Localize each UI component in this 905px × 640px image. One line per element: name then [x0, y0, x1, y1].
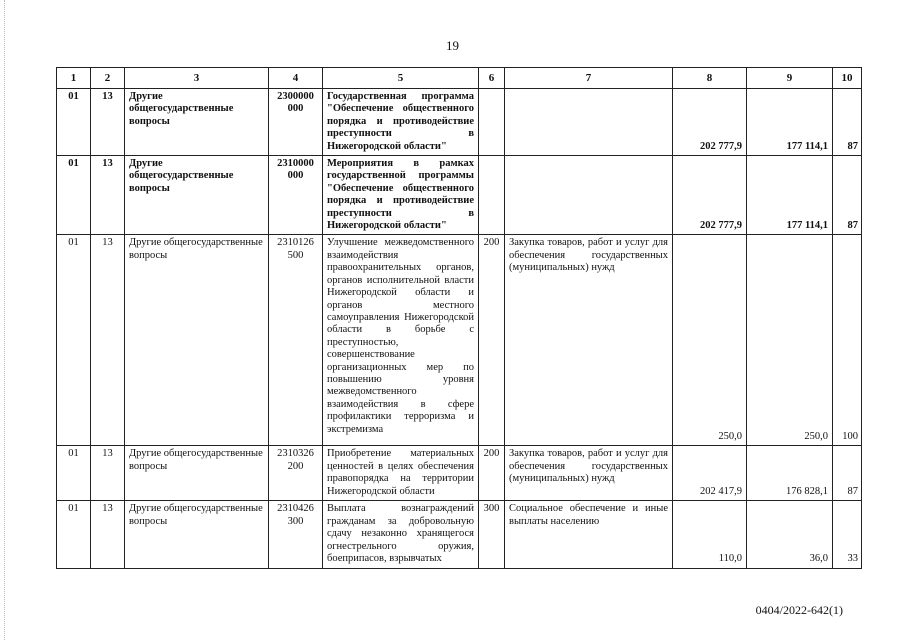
- expense-type-name: Закупка товаров, работ и услуг для обеспечения государственных (муниципальных) нужд: [505, 235, 673, 446]
- executed-amount: 250,0: [747, 235, 833, 446]
- target-article-code: 2310326 200: [269, 446, 323, 501]
- column-header: 6: [479, 68, 505, 89]
- article-name: Выплата вознаграждений гражданам за добровольную сдачу незаконно хранящегося огнестрельного оружия, боеприпасов, взрывчатых: [323, 501, 479, 568]
- expense-type-name: [505, 89, 673, 156]
- target-article-code: 2300000 000: [269, 89, 323, 156]
- subsection-code: 13: [91, 501, 125, 568]
- table-row: [57, 235, 862, 446]
- section-code: 01: [57, 156, 91, 235]
- section-code: 01: [57, 501, 91, 568]
- column-header: 7: [505, 68, 673, 89]
- section-name: Другие общегосударственные вопросы: [125, 501, 269, 568]
- planned-amount: 250,0: [673, 235, 747, 446]
- executed-amount: 177 114,1: [747, 156, 833, 235]
- subsection-code: 13: [91, 235, 125, 446]
- execution-percent: 87: [833, 89, 862, 156]
- planned-amount: 110,0: [673, 501, 747, 568]
- planned-amount: 202 417,9: [673, 446, 747, 501]
- execution-percent: 100: [833, 235, 862, 446]
- section-name: Другие общегосударственные вопросы: [125, 156, 269, 235]
- column-header: 10: [833, 68, 862, 89]
- target-article-code: 2310426 300: [269, 501, 323, 568]
- target-article-code: 2310000 000: [269, 156, 323, 235]
- expense-type-code: 300: [479, 501, 505, 568]
- execution-percent: 87: [833, 156, 862, 235]
- column-header: 4: [269, 68, 323, 89]
- section-code: 01: [57, 89, 91, 156]
- article-name: Приобретение материальных ценностей в целях обеспечения правопорядка на территории Нижегородской области: [323, 446, 479, 501]
- subsection-code: 13: [91, 89, 125, 156]
- table-header-row: [57, 68, 862, 89]
- planned-amount: 202 777,9: [673, 89, 747, 156]
- subsection-code: 13: [91, 156, 125, 235]
- section-name: Другие общегосударственные вопросы: [125, 235, 269, 446]
- expense-type-code: [479, 156, 505, 235]
- expense-type-name: Социальное обеспечение и иные выплаты населению: [505, 501, 673, 568]
- page-number: 19: [446, 38, 459, 53]
- table-row: [57, 501, 862, 568]
- scan-edge: [4, 0, 6, 640]
- table-row: [57, 89, 862, 156]
- section-code: 01: [57, 235, 91, 446]
- subsection-code: 13: [91, 446, 125, 501]
- table-row: [57, 446, 862, 501]
- section-name: Другие общегосударственные вопросы: [125, 89, 269, 156]
- expense-type-name: [505, 156, 673, 235]
- article-name: Улучшение межведомственного взаимодействия правоохранительных органов, органов исполнительной власти Нижегородской области и органов местного самоуправления Нижегородской области в борьбе с преступностью, совершенствование организационных мер по повышению уровня межведомственного взаимодействия в сфере профилактики терроризма и экстремизма: [323, 235, 479, 446]
- execution-percent: 33: [833, 501, 862, 568]
- expense-type-code: 200: [479, 446, 505, 501]
- expense-type-code: 200: [479, 235, 505, 446]
- planned-amount: 202 777,9: [673, 156, 747, 235]
- column-header: 9: [747, 68, 833, 89]
- column-header: 3: [125, 68, 269, 89]
- column-header: 8: [673, 68, 747, 89]
- column-header: 1: [57, 68, 91, 89]
- column-header: 5: [323, 68, 479, 89]
- expense-type-code: [479, 89, 505, 156]
- expense-type-name: Закупка товаров, работ и услуг для обеспечения государственных (муниципальных) нужд: [505, 446, 673, 501]
- section-name: Другие общегосударственные вопросы: [125, 446, 269, 501]
- executed-amount: 176 828,1: [747, 446, 833, 501]
- column-header: 2: [91, 68, 125, 89]
- article-name: Мероприятия в рамках государственной программы "Обеспечение общественного порядка и противодействие преступности в Нижегородской области": [323, 156, 479, 235]
- executed-amount: 177 114,1: [747, 89, 833, 156]
- document-code: 0404/2022-642(1): [755, 603, 843, 617]
- table-row: [57, 156, 862, 235]
- section-code: 01: [57, 446, 91, 501]
- executed-amount: 36,0: [747, 501, 833, 568]
- budget-table: [56, 67, 862, 569]
- article-name: Государственная программа "Обеспечение общественного порядка и противодействие преступности в Нижегородской области": [323, 89, 479, 156]
- target-article-code: 2310126 500: [269, 235, 323, 446]
- execution-percent: 87: [833, 446, 862, 501]
